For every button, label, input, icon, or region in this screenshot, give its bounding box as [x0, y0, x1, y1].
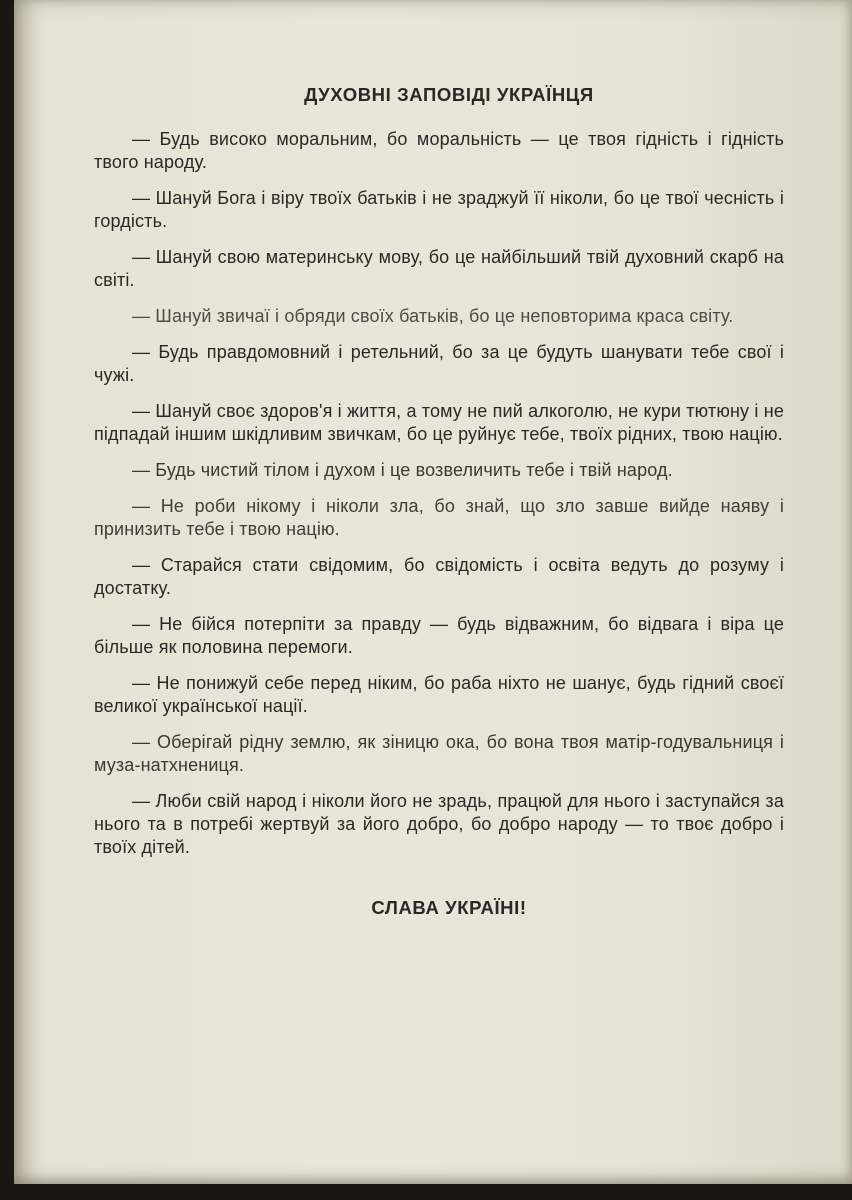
commandment-5: — Будь правдомовний і ретельний, бо за це будуть шанувати тебе свої і чужі. [94, 342, 784, 385]
page-title: ДУХОВНІ ЗАПОВІДІ УКРАЇНЦЯ [304, 84, 594, 105]
commandment-3: — Шануй свою материнську мову, бо це найбільший твій духовний скарб на світі. [94, 247, 784, 290]
closing-slogan: СЛАВА УКРАЇНІ! [371, 897, 527, 918]
commandment-1: — Будь високо моральним, бо моральність — це твоя гідність і гідність твого народу. [94, 129, 784, 172]
commandment-12: — Оберігай рідну землю, як зіницю ока, бо вона твоя матір-годувальниця і муза-натхнениця. [94, 732, 784, 775]
commandment-2: — Шануй Бога і віру твоїх батьків і не зраджуй її ніколи, бо це твої чесність і гордість. [94, 188, 784, 231]
booklet-page [14, 0, 852, 1184]
commandment-7: — Будь чистий тілом і духом і це возвеличить тебе і твій народ. [132, 460, 673, 480]
page-content [94, 84, 784, 919]
commandment-8: — Не роби нікому і ніколи зла, бо знай, що зло завше вийде наяву і принизить тебе і твою націю. [94, 496, 784, 539]
commandment-6: — Шануй своє здоров'я і життя, а тому не пий алкоголю, не кури тютюну і не підпадай іншим шкідливим звичкам, бо це руйнує тебе, твоїх рідних, твою націю. [94, 401, 784, 444]
commandment-9: — Старайся стати свідомим, бо свідомість і освіта ведуть до розуму і достатку. [94, 555, 784, 598]
commandment-11: — Не понижуй себе перед ніким, бо раба ніхто не шанує, будь гідний своєї великої української нації. [94, 673, 784, 716]
commandment-10: — Не бійся потерпіти за правду — будь відважним, бо відвага і віра це більше як половина перемоги. [94, 614, 784, 657]
commandment-4: — Шануй звичаї і обряди своїх батьків, бо це неповторима краса світу. [132, 306, 734, 326]
commandment-13: — Люби свій народ і ніколи його не зрадь, працюй для нього і заступайся за нього та в потребі жертвуй за його добро, бо добро народу — то твоє добро і твоїх дітей. [94, 791, 784, 857]
